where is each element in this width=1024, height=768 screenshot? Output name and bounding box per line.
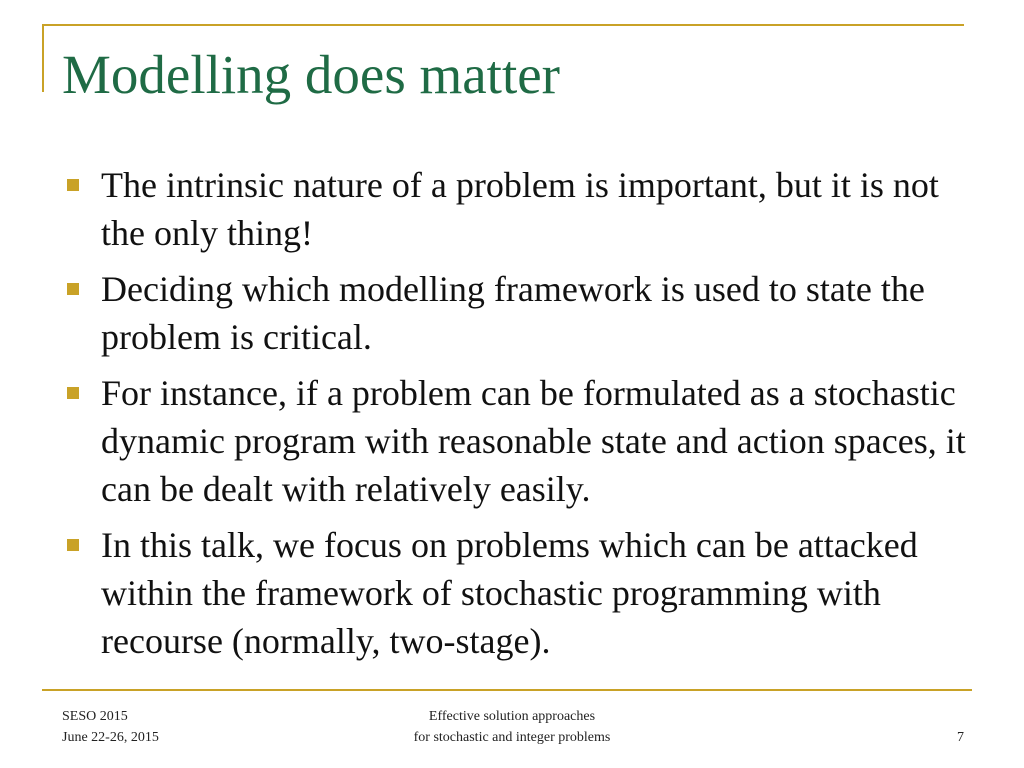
bullet-text: Deciding which modelling framework is used to state the problem is critical.	[101, 269, 925, 357]
footer-divider	[42, 689, 972, 691]
bullet-item	[62, 161, 972, 257]
footer-talk-title	[362, 706, 662, 748]
square-bullet-icon	[67, 539, 79, 551]
footer-event-name: SESO 2015	[62, 709, 128, 724]
page-number: 7	[957, 730, 964, 745]
square-bullet-icon	[67, 387, 79, 399]
footer-event-info	[62, 706, 159, 748]
slide-title: Modelling does matter	[62, 44, 560, 105]
bullet-text: The intrinsic nature of a problem is important, but it is not the only thing!	[101, 165, 939, 253]
bullet-text: In this talk, we focus on problems which can be attacked within the framework of stochastic programming with recourse (normally, two-stage).	[101, 525, 918, 661]
footer-talk-title-line1: Effective solution approaches	[428, 709, 596, 724]
square-bullet-icon	[67, 283, 79, 295]
left-rule-divider	[42, 24, 44, 92]
bullet-item	[62, 521, 972, 665]
footer-talk-title-line2: for stochastic and integer problems	[413, 730, 611, 745]
bullet-item	[62, 265, 972, 361]
bullet-text: For instance, if a problem can be formulated as a stochastic dynamic program with reasonable state and action spaces, it can be dealt with relatively easily.	[101, 373, 966, 509]
top-rule-divider	[42, 24, 964, 26]
footer-event-dates: June 22-26, 2015	[62, 730, 159, 745]
square-bullet-icon	[67, 179, 79, 191]
bullet-item	[62, 369, 972, 513]
bullet-list	[62, 161, 972, 673]
